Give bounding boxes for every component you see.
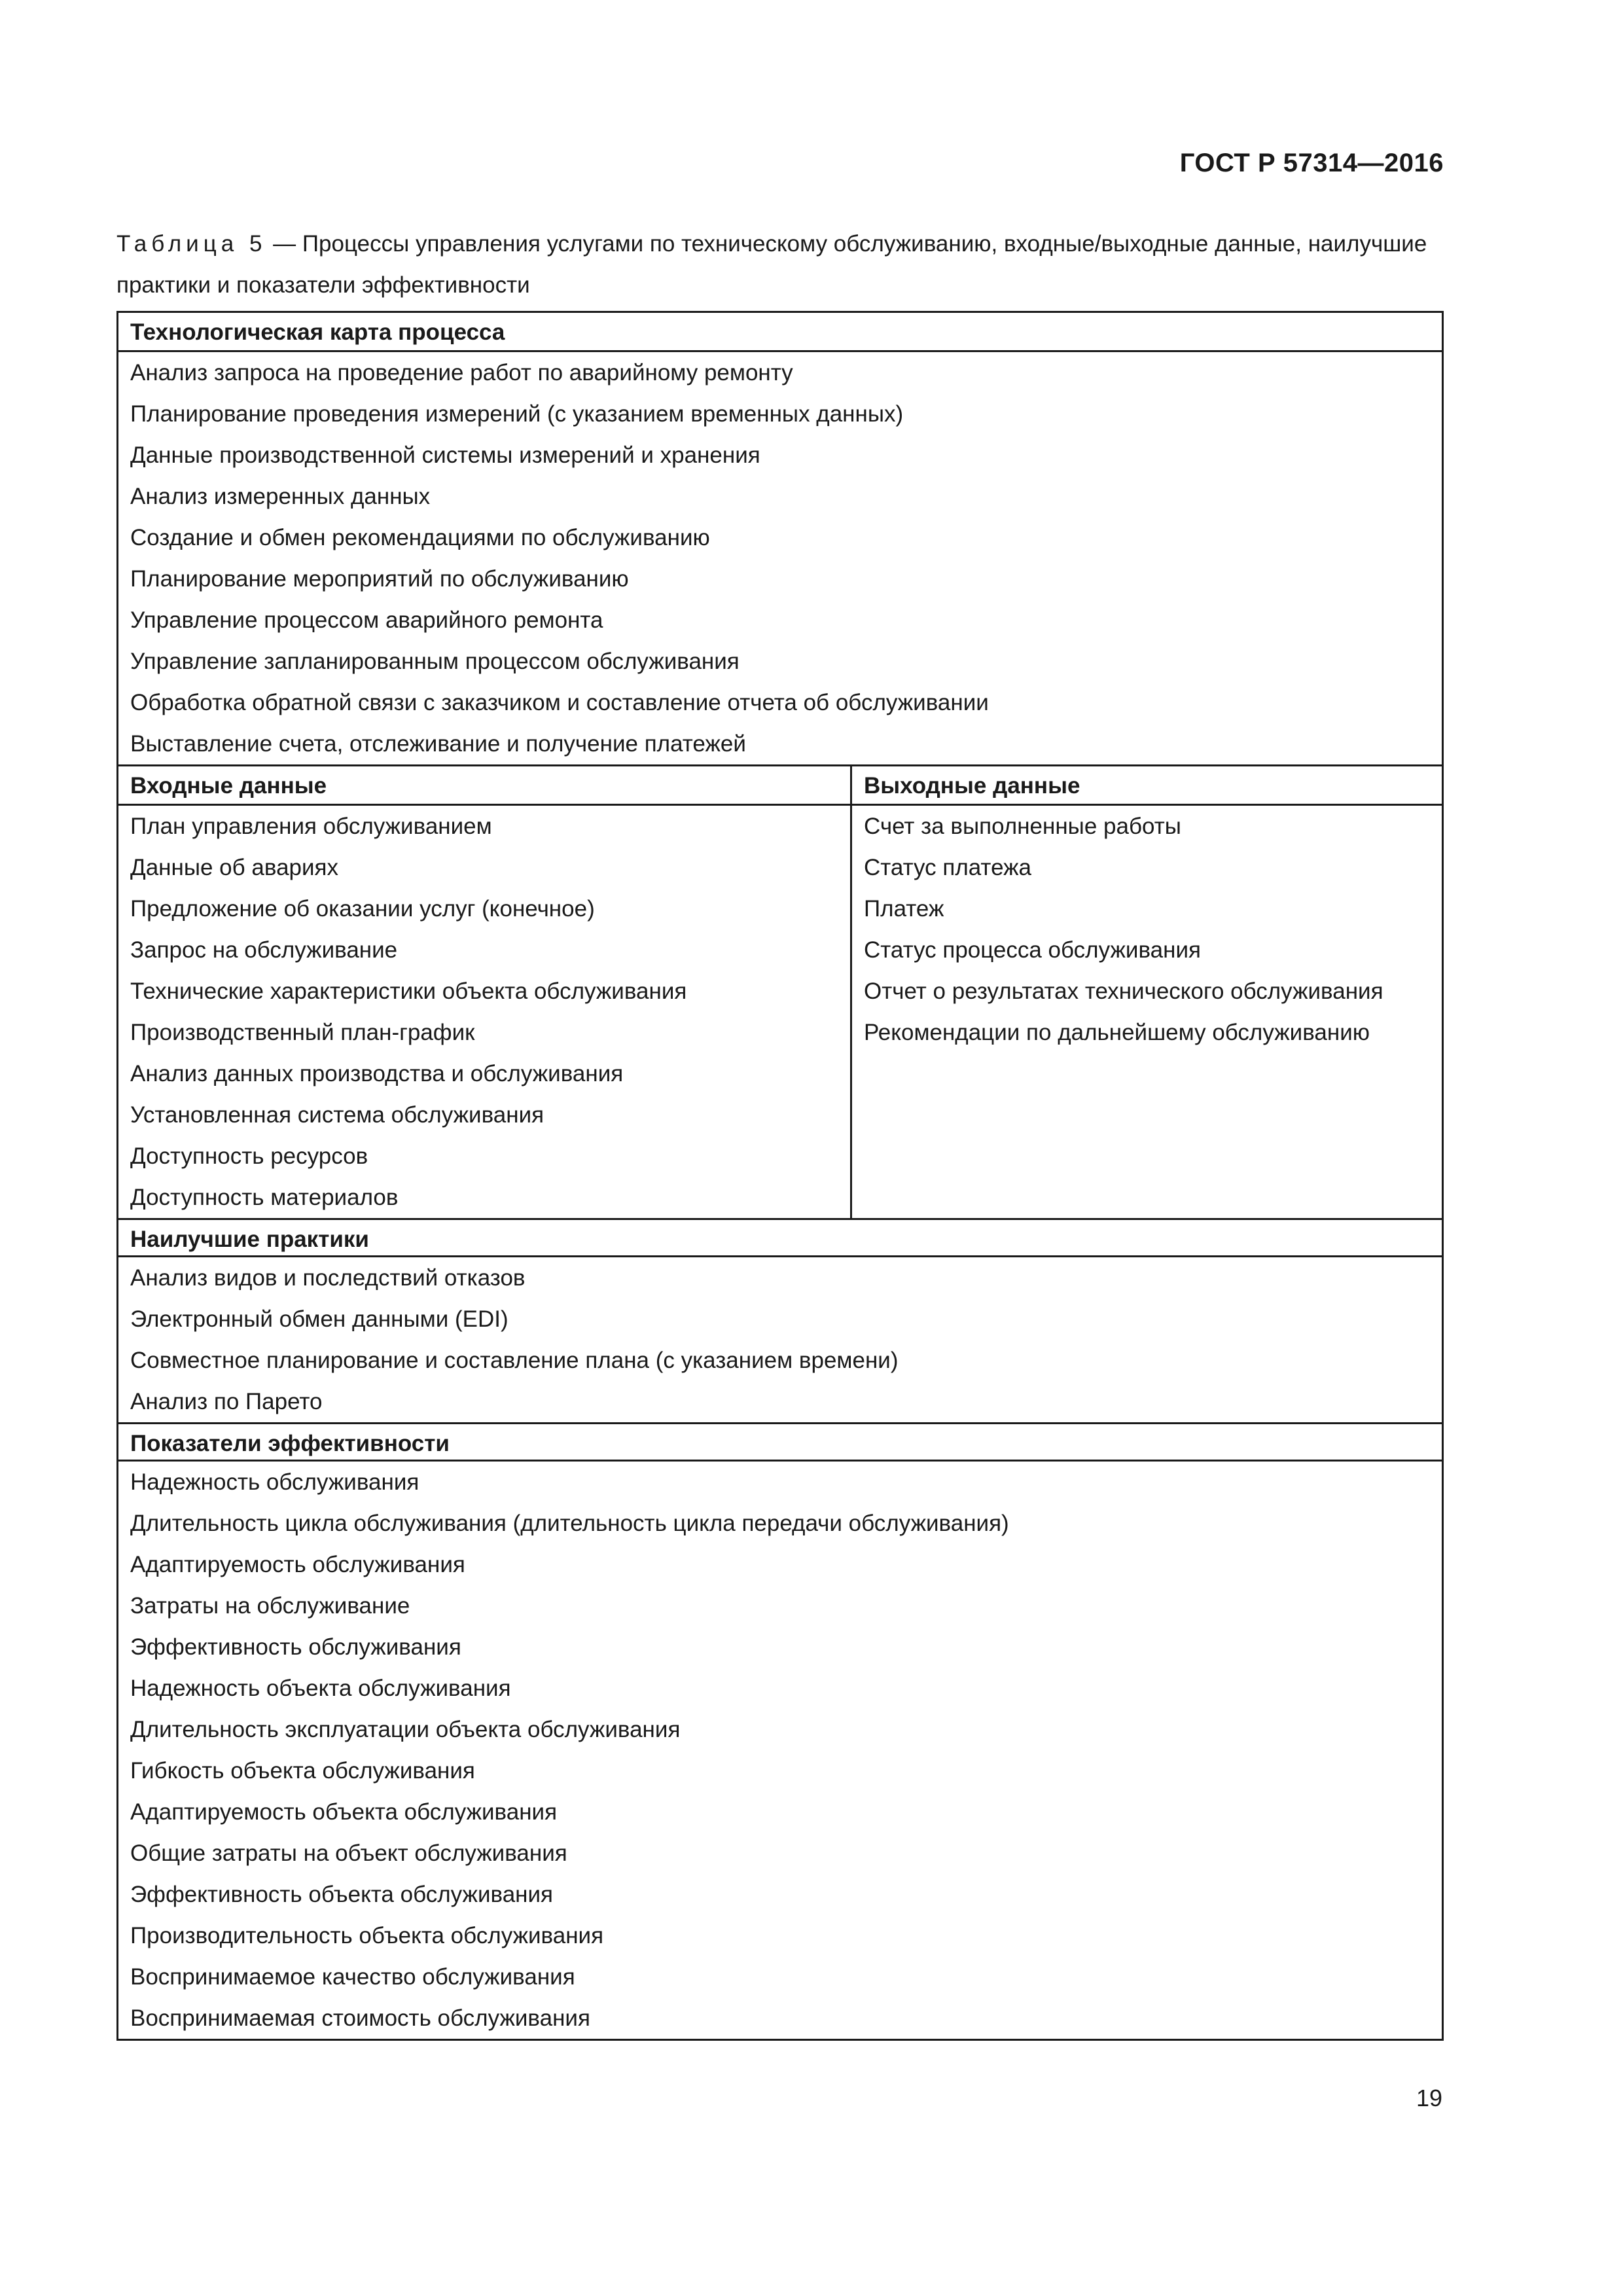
process-map-item: Планирование проведения измерений (с указанием временных данных) — [130, 401, 904, 427]
process-map-item: Планирование мероприятий по обслуживанию — [130, 566, 629, 592]
process-map-item: Анализ измеренных данных — [130, 484, 431, 509]
process-map-heading: Технологическая карта процесса — [118, 313, 1442, 352]
process-map-item: Выставление счета, отслеживание и получение платежей — [130, 731, 746, 757]
table-caption — [116, 223, 1445, 306]
io-section — [118, 764, 1442, 1218]
best-practice-item: Совместное планирование и составление плана (с указанием времени) — [130, 1348, 899, 1373]
kpi-item: Адаптируемость объекта обслуживания — [130, 1799, 558, 1825]
table-caption-label: Таблица 5 — [116, 231, 267, 257]
input-item: Установленная система обслуживания — [130, 1102, 544, 1128]
output-item: Рекомендации по дальнейшему обслуживанию — [864, 1020, 1370, 1045]
kpis-list — [118, 1462, 1442, 2039]
input-item: Анализ данных производства и обслуживания — [130, 1061, 624, 1086]
input-item: План управления обслуживанием — [130, 814, 492, 839]
kpi-item: Эффективность объекта обслуживания — [130, 1882, 553, 1907]
output-item: Платеж — [864, 896, 944, 922]
kpi-item: Надежность обслуживания — [130, 1469, 419, 1495]
input-item: Доступность материалов — [130, 1185, 399, 1210]
kpi-item: Гибкость объекта обслуживания — [130, 1758, 475, 1784]
process-map-item: Управление запланированным процессом обслуживания — [130, 649, 740, 674]
output-item: Счет за выполненные работы — [864, 814, 1181, 839]
input-item: Предложение об оказании услуг (конечное) — [130, 896, 595, 922]
output-item: Статус процесса обслуживания — [864, 937, 1201, 963]
input-item: Технические характеристики объекта обслуживания — [130, 978, 687, 1004]
kpi-item: Затраты на обслуживание — [130, 1593, 410, 1619]
kpi-item: Общие затраты на объект обслуживания — [130, 1840, 567, 1866]
process-map-item: Создание и обмен рекомендациями по обслуживанию — [130, 525, 710, 550]
page-number: 19 — [1416, 2085, 1442, 2111]
kpi-item: Производительность объекта обслуживания — [130, 1923, 604, 1948]
output-item: Отчет о результатах технического обслуживания — [864, 978, 1383, 1004]
best-practice-item: Анализ видов и последствий отказов — [130, 1265, 526, 1291]
process-map-item: Обработка обратной связи с заказчиком и составление отчета об обслуживании — [130, 690, 989, 715]
best-practice-item: Электронный обмен данными (EDI) — [130, 1306, 508, 1332]
input-item: Доступность ресурсов — [130, 1143, 368, 1169]
input-item: Данные об авариях — [130, 855, 339, 880]
process-map-item: Данные производственной системы измерений и хранения — [130, 442, 760, 468]
input-item: Запрос на обслуживание — [130, 937, 398, 963]
kpis-heading: Показатели эффективности — [118, 1422, 1442, 1462]
kpi-item: Эффективность обслуживания — [130, 1634, 461, 1660]
kpi-item: Надежность объекта обслуживания — [130, 1676, 511, 1701]
table-caption-text: — Процессы управления услугами по техническому обслуживанию, входные/выходные данные, наилучшие практики и показатели эффективности — [116, 231, 1427, 298]
best-practices-heading: Наилучшие практики — [118, 1218, 1442, 1257]
best-practices-list — [118, 1257, 1442, 1422]
inputs-heading: Входные данные — [118, 766, 850, 806]
outputs-heading: Выходные данные — [852, 766, 1442, 806]
process-map-list — [118, 352, 1442, 764]
input-item: Производственный план-график — [130, 1020, 475, 1045]
kpi-item: Воспринимаемая стоимость обслуживания — [130, 2005, 590, 2031]
kpi-item: Адаптируемость обслуживания — [130, 1552, 465, 1577]
kpi-item: Длительность эксплуатации объекта обслуживания — [130, 1717, 681, 1742]
best-practice-item: Анализ по Парето — [130, 1389, 323, 1414]
kpi-item: Воспринимаемое качество обслуживания — [130, 1964, 575, 1990]
output-item: Статус платежа — [864, 855, 1032, 880]
process-map-item: Анализ запроса на проведение работ по аварийному ремонту — [130, 360, 793, 386]
inputs-column — [118, 766, 852, 1218]
outputs-column — [852, 766, 1442, 1218]
process-map-item: Управление процессом аварийного ремонта — [130, 607, 603, 633]
process-table — [116, 311, 1444, 2041]
kpi-item: Длительность цикла обслуживания (длительность цикла передачи обслуживания) — [130, 1511, 1009, 1536]
document-code: ГОСТ Р 57314—2016 — [1179, 149, 1444, 177]
